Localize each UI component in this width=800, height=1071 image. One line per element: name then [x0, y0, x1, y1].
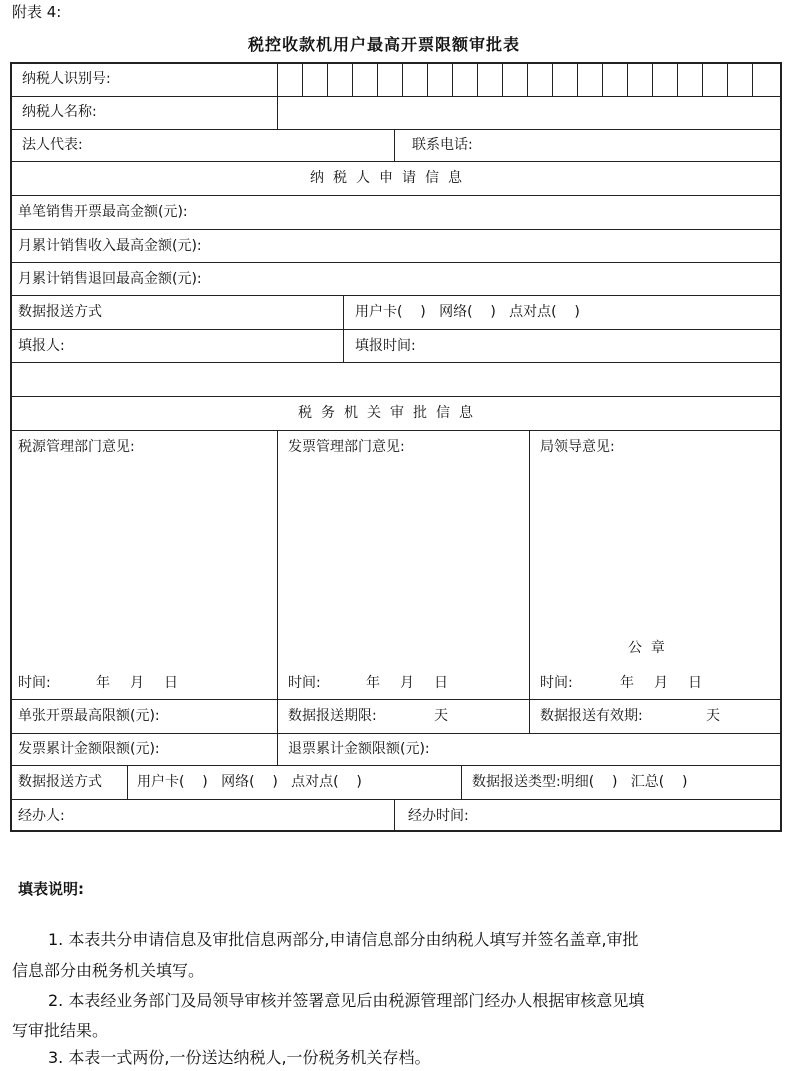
- instruction-1-line-2: 信息部分由税务机关填写。: [12, 961, 205, 980]
- handle-time-label: 经办时间:: [408, 808, 469, 824]
- report-validity-label: 数据报送有效期:: [540, 708, 643, 724]
- bureau-leader-opinion-label: 局领导意见:: [540, 439, 615, 455]
- instruction-3: 3. 本表一式两份,一份送达纳税人,一份税务机关存档。: [48, 1048, 431, 1067]
- data-type-options[interactable]: 数据报送类型:明细( ) 汇总( ): [472, 774, 688, 790]
- instructions-heading: 填表说明:: [18, 880, 84, 898]
- single-invoice-limit-label: 单张开票最高限额(元):: [18, 708, 160, 724]
- year-label: 年: [366, 675, 380, 691]
- invoice-mgmt-opinion-label: 发票管理部门意见:: [288, 439, 405, 455]
- tax-source-opinion-label: 税源管理部门意见:: [18, 439, 135, 455]
- data-method-options[interactable]: 用户卡( ) 网络( ) 点对点( ): [355, 304, 580, 320]
- time-label: 时间:: [18, 675, 51, 691]
- phone-label: 联系电话:: [412, 137, 473, 153]
- attachment-label: 附表 4:: [12, 3, 62, 21]
- day-label: 日: [434, 675, 448, 691]
- handler-label: 经办人:: [18, 808, 65, 824]
- year-label: 年: [96, 675, 110, 691]
- instruction-2-line-2: 写审批结果。: [12, 1021, 109, 1040]
- monthly-sales-max-label: 月累计销售收入最高金额(元):: [18, 238, 202, 254]
- month-label: 月: [654, 675, 668, 691]
- approval-data-method-options[interactable]: 用户卡( ) 网络( ) 点对点( ): [137, 774, 362, 790]
- instruction-1-line-1: 1. 本表共分申请信息及审批信息两部分,申请信息部分由纳税人填写并签名盖章,审批: [48, 930, 639, 949]
- approval-data-method-label: 数据报送方式: [18, 774, 102, 790]
- single-invoice-max-label: 单笔销售开票最高金额(元):: [18, 204, 188, 220]
- days-unit: 天: [434, 708, 448, 724]
- refund-cumulative-limit-label: 退票累计金额限额(元):: [288, 741, 430, 757]
- month-label: 月: [130, 675, 144, 691]
- form-title: 税控收款机用户最高开票限额审批表: [248, 35, 521, 54]
- application-section-heading: 纳税人申请信息: [310, 170, 471, 186]
- report-period-label: 数据报送期限:: [288, 708, 377, 724]
- time-label: 时间:: [540, 675, 573, 691]
- data-method-label: 数据报送方式: [18, 304, 102, 320]
- fill-time-label: 填报时间:: [355, 338, 416, 354]
- taxpayer-id-input[interactable]: [278, 63, 780, 95]
- approval-section-heading: 税务机关审批信息: [298, 405, 482, 421]
- taxpayer-name-label: 纳税人名称:: [22, 104, 97, 120]
- days-unit: 天: [706, 708, 720, 724]
- monthly-refund-max-label: 月累计销售退回最高金额(元):: [18, 271, 202, 287]
- legal-rep-label: 法人代表:: [22, 137, 83, 153]
- day-label: 日: [164, 675, 178, 691]
- taxpayer-id-label: 纳税人识别号:: [22, 71, 111, 87]
- taxpayer-name-input[interactable]: [279, 98, 779, 127]
- time-label: 时间:: [288, 675, 321, 691]
- invoice-cumulative-limit-label: 发票累计金额限额(元):: [18, 741, 160, 757]
- day-label: 日: [688, 675, 702, 691]
- month-label: 月: [400, 675, 414, 691]
- official-seal-label: 公 章: [628, 640, 665, 656]
- year-label: 年: [620, 675, 634, 691]
- instruction-2-line-1: 2. 本表经业务部门及局领导审核并签署意见后由税源管理部门经办人根据审核意见填: [48, 991, 645, 1010]
- filler-label: 填报人:: [18, 338, 65, 354]
